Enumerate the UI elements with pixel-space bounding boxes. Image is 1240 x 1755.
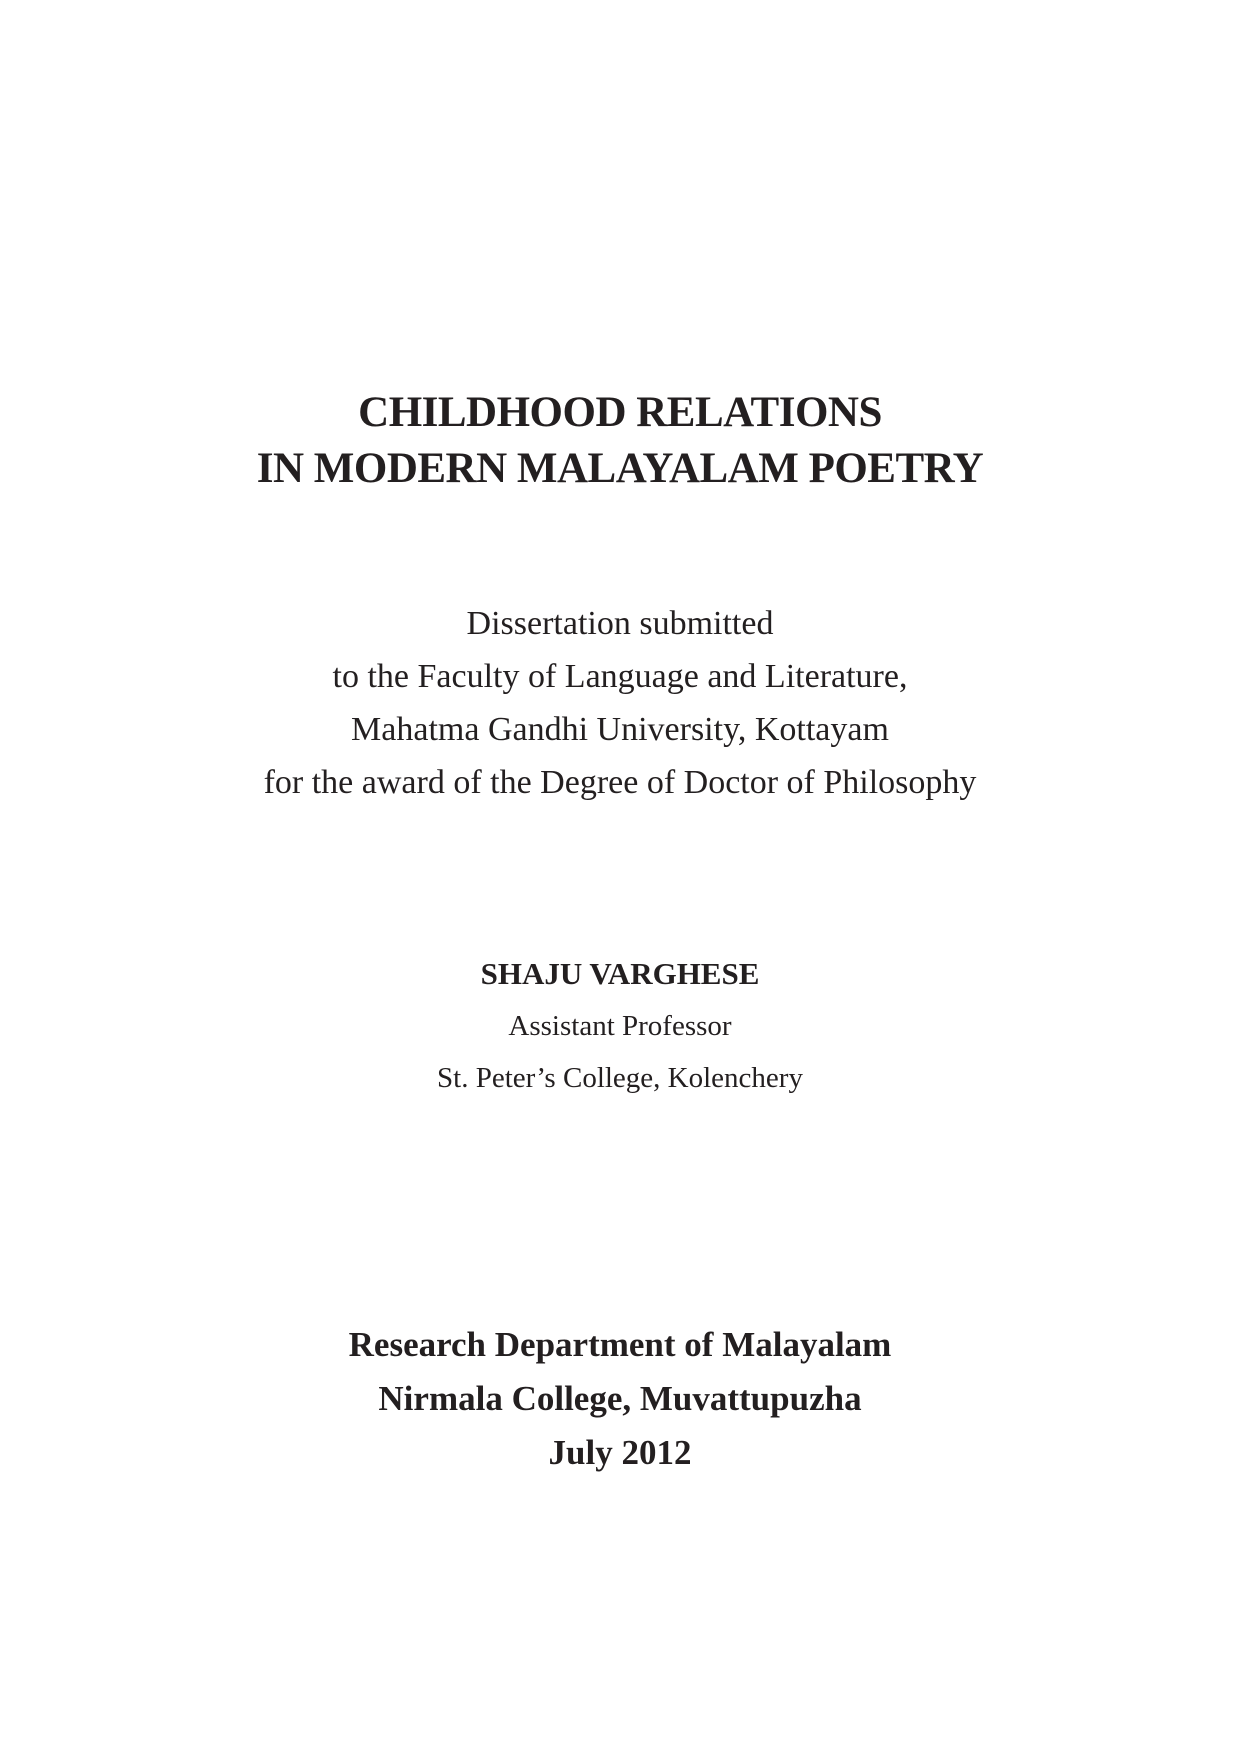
college-name: Nirmala College, Muvattupuzha [378,1379,862,1418]
submission-line-2: to the Faculty of Language and Literature, [332,658,908,695]
department-name: Research Department of Malayalam [348,1325,892,1364]
author-name: SHAJU VARGHESE [480,956,760,991]
institution-block [0,1318,1240,1480]
submission-line-3: Mahatma Gandhi University, Kottayam [351,711,889,748]
submission-date: July 2012 [548,1433,692,1472]
author-block [0,948,1240,1104]
submission-line-1: Dissertation submitted [466,605,774,642]
title-line-2: IN MODERN MALAYALAM POETRY [256,445,984,492]
dissertation-title [0,385,1240,497]
submission-line-4: for the award of the Degree of Doctor of Philosophy [263,764,977,801]
title-line-1: CHILDHOOD RELATIONS [358,389,882,436]
author-affiliation: St. Peter’s College, Kolenchery [437,1062,803,1094]
author-designation: Assistant Professor [508,1010,732,1042]
submission-statement [0,597,1240,809]
